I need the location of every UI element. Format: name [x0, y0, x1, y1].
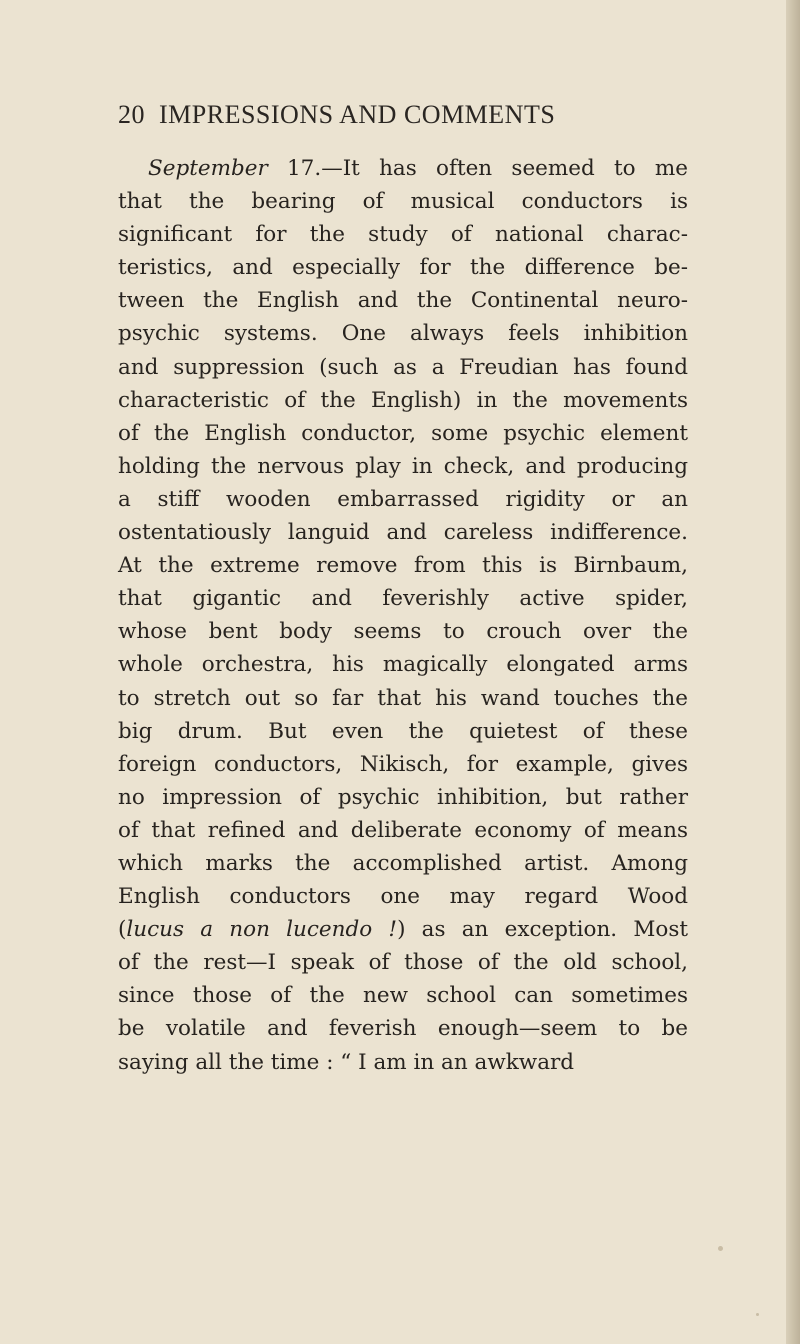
paper-speck — [718, 1246, 723, 1251]
text-line: and suppression (such as a Freudian has found — [118, 354, 688, 380]
text-line: significant for the study of national charac- — [118, 222, 688, 248]
paper-speck — [756, 1313, 759, 1316]
text-line: which marks the accomplished artist. Among — [118, 850, 688, 876]
text-line: (lucus a non lucendo !) as an exception. Most — [118, 917, 688, 943]
text-line: holding the nervous play in check, and producing — [118, 453, 688, 479]
entry-date: September — [148, 156, 268, 181]
text-line: ostentatiously languid and careless indifference. — [118, 520, 688, 546]
text-line: foreign conductors, Nikisch, for example, gives — [118, 751, 688, 777]
text-line: be volatile and feverish enough—seem to be — [118, 1016, 688, 1042]
text-line: that gigantic and feverishly active spider, — [118, 586, 688, 612]
text-line: whose bent body seems to crouch over the — [118, 619, 688, 645]
text-line: English conductors one may regard Wood — [118, 884, 688, 910]
running-head — [118, 100, 555, 130]
text-line: September 17.—It has often seemed to me — [148, 156, 688, 181]
text-line: psychic systems. One always feels inhibition — [118, 321, 688, 347]
text-line: big drum. But even the quietest of these — [118, 718, 688, 744]
text-line: characteristic of the English) in the movements — [118, 387, 688, 413]
text-line: to stretch out so far that his wand touches the — [118, 685, 688, 711]
body-text — [118, 152, 688, 1079]
text-line: teristics, and especially for the difference be- — [118, 255, 688, 281]
page-edge — [786, 0, 800, 1344]
text-line: of the rest—I speak of those of the old school, — [118, 950, 688, 976]
text-line: saying all the time : “ I am in an awkward — [118, 1049, 575, 1075]
text-line: whole orchestra, his magically elongated arms — [118, 652, 688, 678]
text-line: no impression of psychic inhibition, but rather — [118, 784, 688, 810]
text-line: since those of the new school can sometimes — [118, 983, 688, 1009]
page-number: 20 — [118, 100, 145, 129]
text-line: At the extreme remove from this is Birnbaum, — [118, 553, 688, 579]
text-line: of that refined and deliberate economy of means — [118, 817, 688, 843]
running-head-title: IMPRESSIONS AND COMMENTS — [159, 100, 556, 129]
text-line: of the English conductor, some psychic element — [118, 420, 688, 446]
latin-phrase: lucus a non lucendo ! — [126, 917, 398, 943]
text-line: a stiff wooden embarrassed rigidity or an — [118, 486, 688, 512]
text-line: tween the English and the Continental neuro- — [118, 288, 688, 314]
text-line: that the bearing of musical conductors is — [118, 189, 688, 215]
